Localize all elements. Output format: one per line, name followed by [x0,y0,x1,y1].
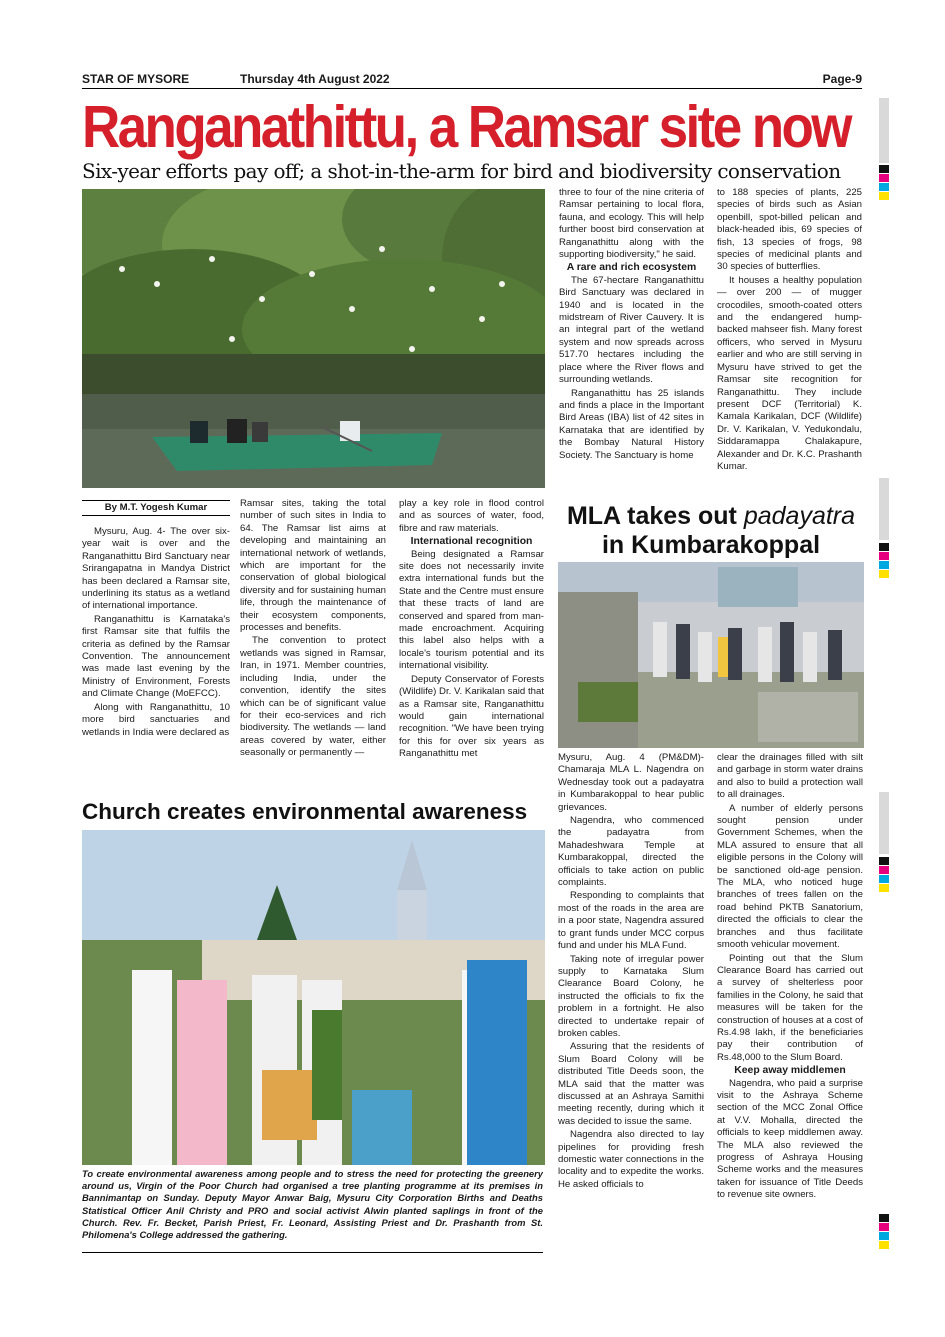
sanctuary-boat-photo [82,189,545,488]
print-yellow-swatch [879,1241,889,1249]
church-photo-caption: To create environmental awareness among people and to stress the need for protecting the greenery around us, Virgin of the Poor Church had organised a tree planting programme at its premises in Bannimantap on Sunday. Deputy Mayor Anwar Baig, Mysuru City Corporation Births and Deaths Statistical Officer Anil Christy and PRO and social activist Alwin planted saplings in front of the Church. Rev. Fr. Becket, Parish Priest, Fr. Leonard, Assisting Priest and Dr. Prashanth from St. Philomena's College addressed the gathering. [82,1168,543,1253]
paragraph: to 188 species of plants, 225 species of birds such as Asian openbill, spot-billed pelican and black-headed ibis, 69 species of fish, 13 species of frogs, 98 species of medicinal plants and 30 species of butterflies. [717,187,862,273]
subhead-rare-ecosystem: A rare and rich ecosystem [566,262,697,274]
paragraph: Mysuru, Aug. 4 (PM&DM)- Chamaraja MLA L. Nagendra on Wednesday took out a padayatra in Kumbarakoppal to hear public grievances. [558,752,704,813]
mla-headline-text: MLA takes out [566,502,744,530]
paragraph: Ranganathittu has 25 islands and finds a place in the Important Bird Areas (IBA) list of 42 sites in Karnataka that are identified by the Bombay Natural History Society. The Sanctuary is home [559,387,704,461]
padayatra-photo [558,562,864,748]
mla-headline-line2: in Kumbarakoppal [601,531,821,559]
mla-headline-italic: padayatra [743,502,856,530]
print-black-swatch [879,1214,889,1222]
print-yellow-swatch [879,884,889,892]
print-magenta-swatch [879,174,889,182]
paragraph: Being designated a Ramsar site does not necessarily invite extra international funds but the State and the Centre must ensure that these tracts of land are conserved and spared from man-made encroachment. Acquiring this label also helps with a locale's tourism potential and its international visibility. [399,548,544,672]
byline: By M.T. Yogesh Kumar [82,500,230,516]
print-magenta-swatch [879,1223,889,1231]
issue-date: Thursday 4th August 2022 [240,72,390,86]
church-illustration [82,830,545,1165]
church-photo [82,830,545,1165]
lead-column-4 [559,187,704,497]
masthead-rule [82,88,862,89]
paragraph: Pointing out that the Slum Clearance Board has carried out a survey of shelterless poor families in the Colony, he said that measures will be taken for the construction of houses at a cost of Rs.4.98 lakh, if the beneficiaries pay their contribution of Rs.48,000 to the Slum Board. [717,952,863,1063]
church-headline: Church creates environmental awareness [82,799,528,824]
paragraph: Deputy Conservator of Forests (Wildlife) Dr. V. Karikalan said that as a Ramsar site, Ranganathittu would gain international recognition. "We have been trying for this for over six years as Ranganathittu met [399,673,544,760]
paper-name: STAR OF MYSORE [82,72,190,86]
page-number: Page-9 [822,72,862,86]
mla-headline [558,502,864,560]
print-black-swatch [879,165,889,173]
print-gray-bar [879,98,889,163]
paragraph: Mysuru, Aug. 4- The over six-year wait is over and the Ranganathittu Bird Sanctuary near Srirangapatna in Mandya District has been declared a Ramsar site, underlining its status as a wetland of international importance. [82,526,230,612]
padayatra-illustration [558,562,864,748]
print-magenta-swatch [879,552,889,560]
paragraph: play a key role in flood control and as sources of water, food, fibre and raw materials. [399,498,544,534]
print-gray-bar [879,792,889,854]
paragraph: It houses a healthy population — over 200 — of mugger crocodiles, smooth-coated otters and the endangered hump-backed mahseer fish. Many forest officers, who served in Mysuru earlier and who are still serving in Mysuru have strived to get the Ramsar site recognition for Ranganathittu. They include present DCF (Territorial) K. Kamala Karikalan, DCF (Wildlife) Dr. V. Karikalan, V. Yedukondalu, Siddaramappa Chalakapure, Alexander and Dr. K.C. Prashanth Kumar. [717,274,862,472]
sanctuary-boat-illustration [82,189,545,488]
mla-column-1 [558,752,704,1252]
print-black-swatch [879,543,889,551]
paragraph: three to four of the nine criteria of Ramsar pertaining to local flora, fauna, and ecology. This will help further boost bird conservation at Ranganathittu along with the supporting biodiversity," he said. [559,187,704,261]
subhead-middlemen: Keep away middlemen [734,1065,846,1077]
lead-subheadline: Six-year efforts pay off; a shot-in-the-arm for bird and biodiversity conservation [82,159,841,183]
subhead-international-recognition: International recognition [410,536,533,548]
lead-column-3 [399,498,544,794]
paragraph: Ramsar sites, taking the total number of such sites in India to 64. The Ramsar list aims at developing and maintaining an international network of wetlands, which are important for the conservation of global biological diversity and for sustaining human life, through the maintenance of their ecosystem components, processes and benefits. [240,498,386,634]
paragraph: Assuring that the residents of Slum Board Colony will be distributed Title Deeds soon, the MLA said that the matter was discussed at an Ashraya Samithi meeting recently, during which it was decided to issue the same. [558,1041,704,1127]
lead-column-5 [717,187,862,497]
print-yellow-swatch [879,570,889,578]
paragraph: Nagendra also directed to lay pipelines for providing fresh domestic water connections in the locality and to expedite the works. He asked officials to [558,1129,704,1190]
paragraph: Nagendra, who paid a surprise visit to the Ashraya Scheme section of the MCC Zonal Office at V.V. Mohalla, directed the officials to keep middlemen away. The MLA also reviewed the progress of Ashraya Housing Scheme works and the measures taken for issuance of Title Deeds to revenue site owners. [717,1077,863,1201]
lead-headline: Ranganathittu, a Ramsar site now [82,94,850,161]
paragraph: Nagendra, who commenced the padayatra from Mahadeshwara Temple at Kumbarakoppal, directed the officials to take action on public complaints. [558,815,704,889]
lead-column-1 [82,526,230,794]
paragraph: The 67-hectare Ranganathittu Bird Sanctuary was declared in 1940 and is located in the midstream of River Cauvery. It is an integral part of the wetland system and now spreads across 517.70 hectares including the place where the River flows and surrounding wetlands. [559,274,704,386]
print-magenta-swatch [879,866,889,874]
print-gray-bar [879,478,889,540]
print-cyan-swatch [879,1232,889,1240]
print-black-swatch [879,857,889,865]
print-yellow-swatch [879,192,889,200]
lead-column-2 [240,498,386,794]
paragraph: Ranganathittu is Karnataka's first Ramsar site that fulfils the criteria as defined by the Ramsar Convention. The announcement was made last evening by the Ministry of Environment, Forests and Climate Change (MoEFCC). [82,613,230,700]
print-cyan-swatch [879,183,889,191]
paragraph: clear the drainages filled with silt and garbage in storm water drains and also to build a protection wall to all drainages. [717,752,863,801]
paragraph: Taking note of irregular power supply to Karnataka Slum Clearance Board Colony, he instructed the officials to fix the problem in a fortnight. He also directed to undertake repair of broken cables. [558,953,704,1039]
print-cyan-swatch [879,561,889,569]
paragraph: The convention to protect wetlands was signed in Ramsar, Iran, in 1971. Member countries, including India, under the convention, identify the sites which can be of significant value for their eco-services and rich biodiversity. The wetlands — land areas covered by water, either seasonally or permanently — [240,635,386,759]
mla-column-2 [717,752,863,1252]
paragraph: Along with Ranganathittu, 10 more bird sanctuaries and wetlands in India were declared as [82,701,230,738]
paragraph: Responding to complaints that most of the roads in the area are in a poor state, Nagendra assured to grant funds under MCC corpus fund and under his MLA Fund. [558,890,704,952]
print-cyan-swatch [879,875,889,883]
paragraph: A number of elderly persons sought pension under Government Schemes, when the MLA assured to ensure that all eligible persons in the Colony will be sanctioned old-age pension. The MLA, who noticed huge branches of trees fallen on the road behind PKTB Sanatorium, directed the officials to clear the branches and thus facilitate smooth vehicular movement. [717,802,863,951]
